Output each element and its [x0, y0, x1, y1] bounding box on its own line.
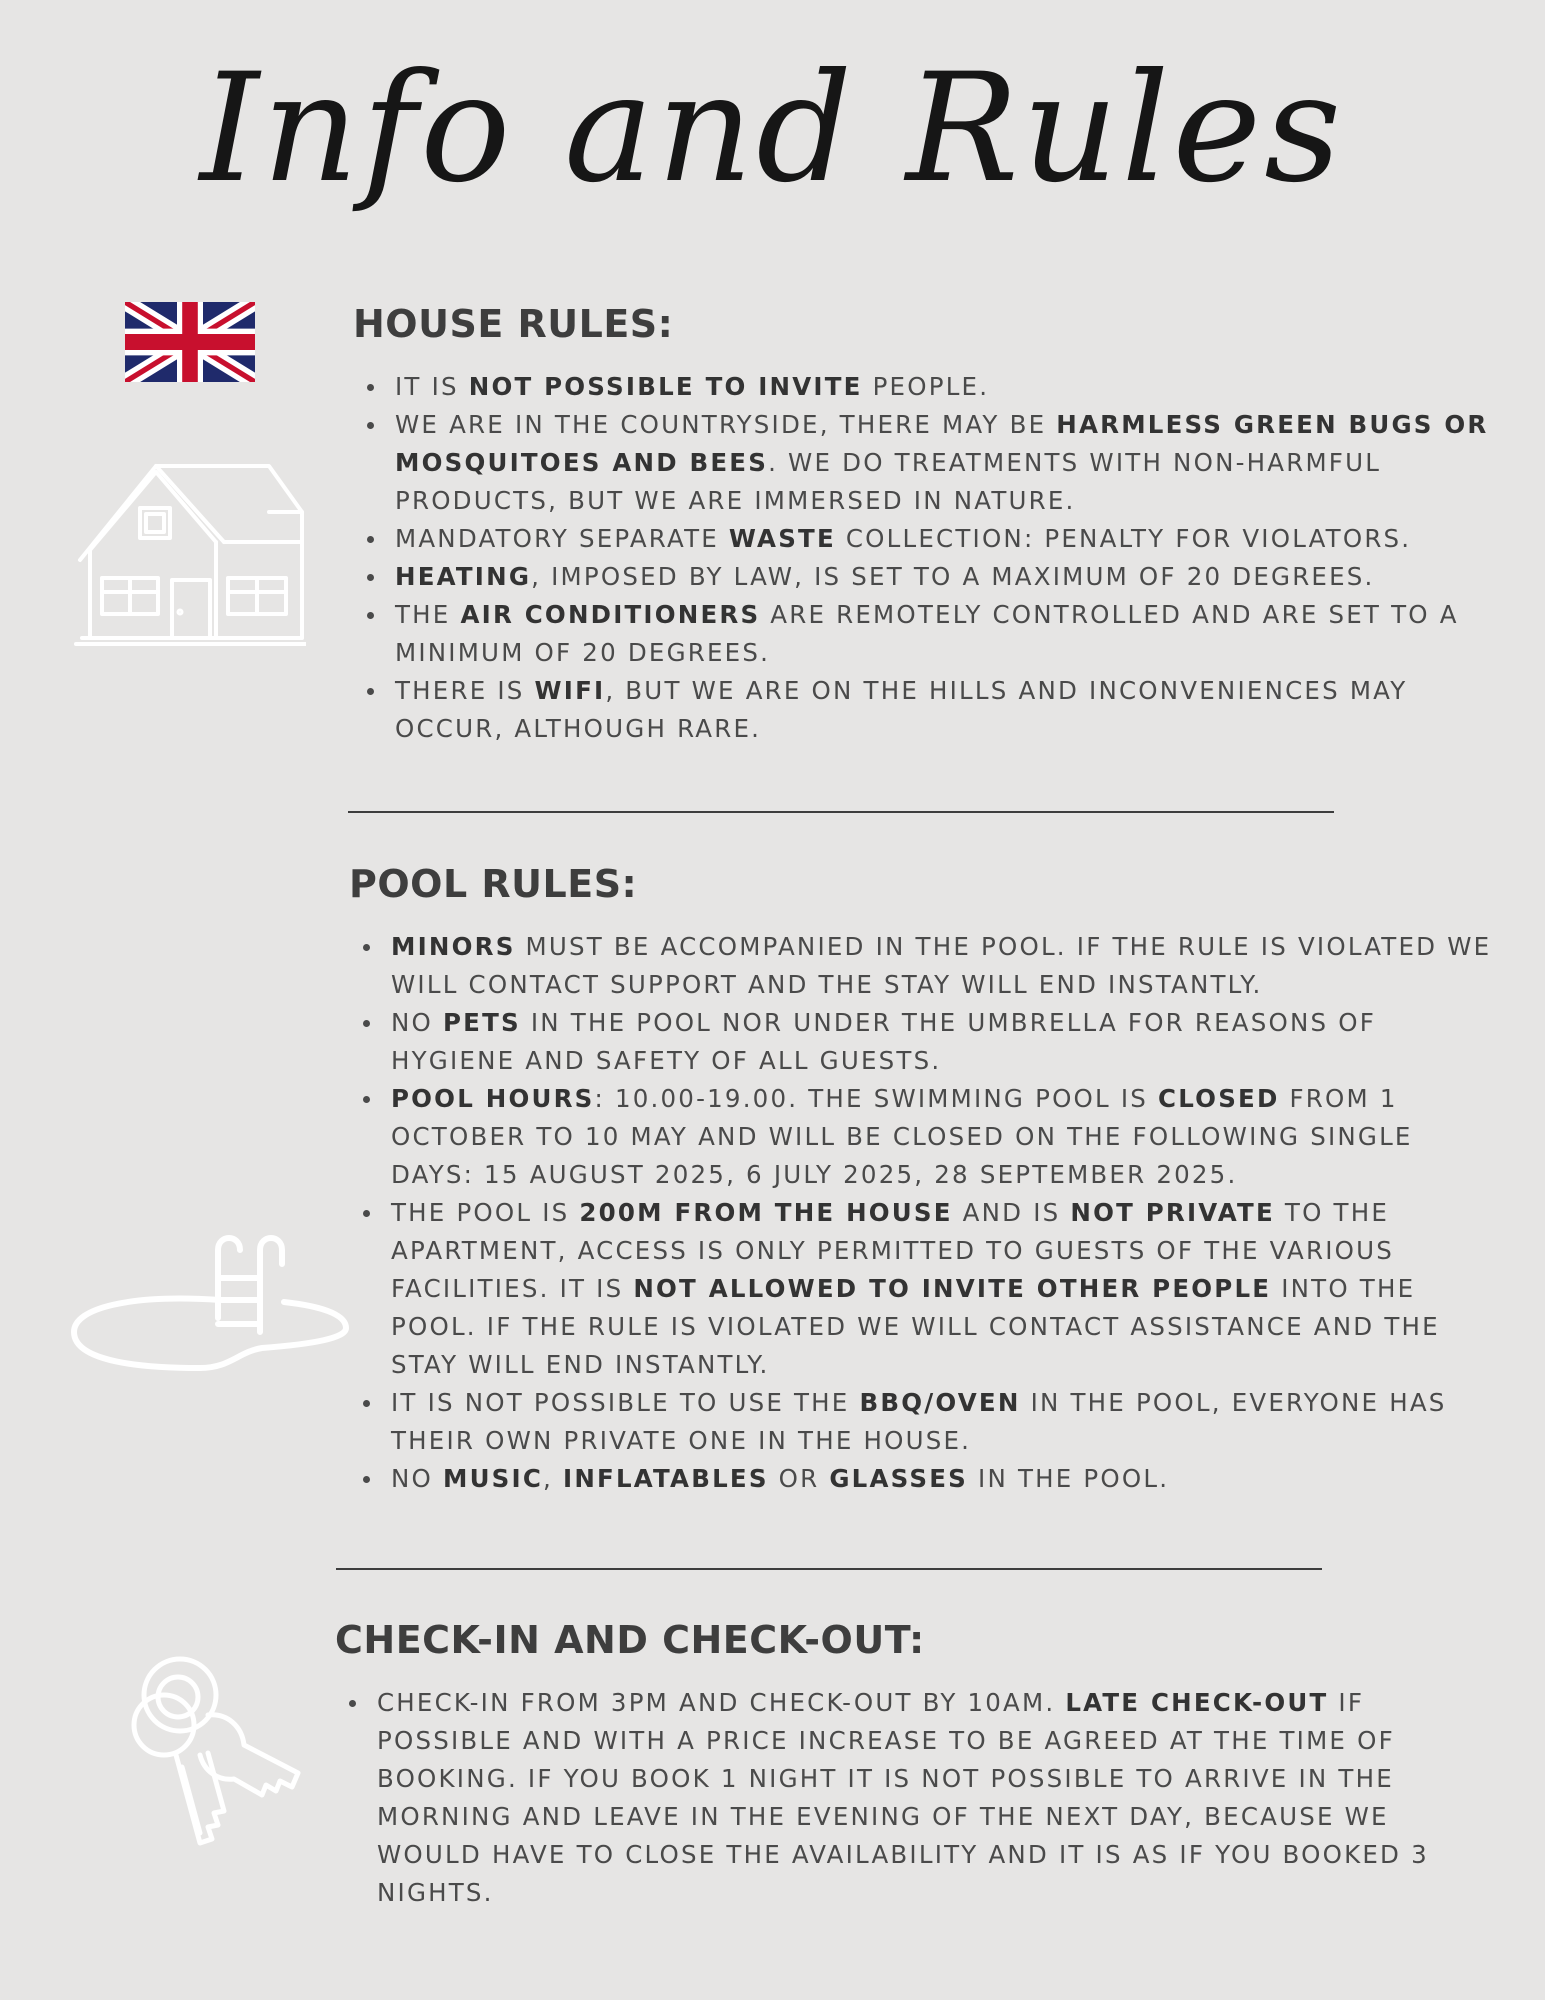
rule-item — [391, 928, 1503, 1004]
rule-text: THE — [395, 600, 461, 629]
rule-text-bold: BBQ/OVEN — [859, 1388, 1021, 1417]
rule-text-bold: NOT PRIVATE — [1070, 1198, 1275, 1227]
page-title — [0, 10, 1545, 250]
rule-item — [395, 596, 1503, 672]
checkin-heading: CHECK-IN AND CHECK-OUT: — [335, 1618, 925, 1662]
rule-item — [391, 1004, 1503, 1080]
rule-text-bold: HEATING — [395, 562, 532, 591]
house-rules-list — [353, 368, 1503, 748]
rule-text: MANDATORY SEPARATE — [395, 524, 729, 553]
rule-item — [391, 1384, 1503, 1460]
rule-text: COLLECTION: PENALTY FOR VIOLATORS. — [835, 524, 1412, 553]
rule-text-bold: HARMLESS GREEN BUGS OR MOSQUITOES AND BEES — [395, 410, 1489, 477]
house-rules-heading: HOUSE RULES: — [353, 302, 674, 346]
checkin-list — [335, 1684, 1503, 1912]
pool-rules-list — [349, 928, 1503, 1498]
checkin-section — [335, 1618, 1503, 1912]
rule-text-bold: NOT ALLOWED TO INVITE OTHER PEOPLE — [633, 1274, 1272, 1303]
rule-text-bold: 200M FROM THE HOUSE — [579, 1198, 953, 1227]
rule-item — [377, 1684, 1503, 1912]
rule-text: FROM 1 OCTOBER TO 10 MAY AND WILL BE CLOSED ON THE FOLLOWING SINGLE DAYS: 15 AUGUST 2025, 6 JULY 2025, 28 SEPTEMBER 2025. — [391, 1084, 1413, 1189]
rule-text: , IMPOSED BY LAW, IS SET TO A MAXIMUM OF 20 DEGREES. — [531, 562, 1375, 591]
rule-text: AND IS — [952, 1198, 1071, 1227]
pool-rules-section — [349, 862, 1503, 1498]
rule-text: INTO THE POOL. IF THE RULE IS VIOLATED WE WILL CONTACT ASSISTANCE AND THE STAY WILL END INSTANTLY. — [391, 1274, 1440, 1379]
rule-text-bold: MINORS — [391, 932, 516, 961]
rule-text: WE ARE IN THE COUNTRYSIDE, THERE MAY BE — [395, 410, 1057, 439]
divider — [348, 811, 1334, 813]
rule-text: NO — [391, 1464, 443, 1493]
rule-item — [391, 1460, 1503, 1498]
rule-item — [395, 672, 1503, 748]
rule-text: TO THE APARTMENT, ACCESS IS ONLY PERMITTED TO GUESTS OF THE VARIOUS FACILITIES. IT IS — [391, 1198, 1395, 1303]
rule-item — [391, 1080, 1503, 1194]
rule-text-bold: LATE CHECK-OUT — [1065, 1688, 1329, 1717]
rule-text: . WE DO TREATMENTS WITH NON-HARMFUL PRODUCTS, BUT WE ARE IMMERSED IN NATURE. — [395, 448, 1382, 515]
pool-rules-heading: POOL RULES: — [349, 862, 638, 906]
rule-item — [395, 406, 1503, 520]
rule-text: IN THE POOL NOR UNDER THE UMBRELLA FOR REASONS OF HYGIENE AND SAFETY OF ALL GUESTS. — [391, 1008, 1377, 1075]
rule-text-bold: POOL HOURS — [391, 1084, 595, 1113]
rule-text-bold: NOT POSSIBLE TO INVITE — [468, 372, 863, 401]
rule-text: IN THE POOL, EVERYONE HAS THEIR OWN PRIVATE ONE IN THE HOUSE. — [391, 1388, 1447, 1455]
rule-text-bold: PETS — [443, 1008, 521, 1037]
house-icon — [74, 462, 306, 650]
rule-text-bold: INFLATABLES — [563, 1464, 769, 1493]
rule-text: IF POSSIBLE AND WITH A PRICE INCREASE TO BE AGREED AT THE TIME OF BOOKING. IF YOU BOOK 1 NIGHT IT IS NOT POSSIBLE TO ARRIVE IN THE MORNING AND LEAVE IN THE EVENING OF THE NEXT DAY, BECAUSE WE WOULD HAVE TO CLOSE THE AVAILABILITY AND IT IS AS IF YOU BOOKED 3 NIGHTS. — [377, 1688, 1429, 1907]
rule-item — [395, 558, 1503, 596]
uk-flag-icon — [125, 302, 255, 382]
rule-text: OR — [768, 1464, 830, 1493]
rule-text: MUST BE ACCOMPANIED IN THE POOL. IF THE RULE IS VIOLATED WE WILL CONTACT SUPPORT AND THE STAY WILL END INSTANTLY. — [391, 932, 1492, 999]
rule-text: CHECK-IN FROM 3PM AND CHECK-OUT BY 10AM. — [377, 1688, 1066, 1717]
rule-item — [391, 1194, 1503, 1384]
rule-text-bold: GLASSES — [829, 1464, 969, 1493]
rule-text: : 10.00-19.00. THE SWIMMING POOL IS — [594, 1084, 1159, 1113]
rule-text: THE POOL IS — [391, 1198, 580, 1227]
divider — [336, 1568, 1322, 1570]
rule-text-bold: MUSIC — [443, 1464, 544, 1493]
rule-text: IN THE POOL. — [968, 1464, 1170, 1493]
rule-text: ARE REMOTELY CONTROLLED AND ARE SET TO A MINIMUM OF 20 DEGREES. — [395, 600, 1459, 667]
rule-text: PEOPLE. — [862, 372, 990, 401]
page-title-text: Info and Rules — [199, 42, 1345, 216]
rule-text: IT IS — [395, 372, 469, 401]
rule-item — [395, 520, 1503, 558]
rule-text: NO — [391, 1008, 443, 1037]
pool-icon — [70, 1228, 350, 1388]
rule-text: , BUT WE ARE ON THE HILLS AND INCONVENIENCES MAY OCCUR, ALTHOUGH RARE. — [395, 676, 1408, 743]
rule-text: IT IS NOT POSSIBLE TO USE THE — [391, 1388, 860, 1417]
rule-text: , — [543, 1464, 564, 1493]
house-rules-section — [353, 302, 1503, 748]
rule-text-bold: AIR CONDITIONERS — [460, 600, 761, 629]
rule-item — [395, 368, 1503, 406]
rule-text-bold: CLOSED — [1158, 1084, 1280, 1113]
keys-icon — [120, 1655, 310, 1855]
rule-text: THERE IS — [395, 676, 535, 705]
rule-text-bold: WIFI — [534, 676, 606, 705]
rule-text-bold: WASTE — [728, 524, 836, 553]
